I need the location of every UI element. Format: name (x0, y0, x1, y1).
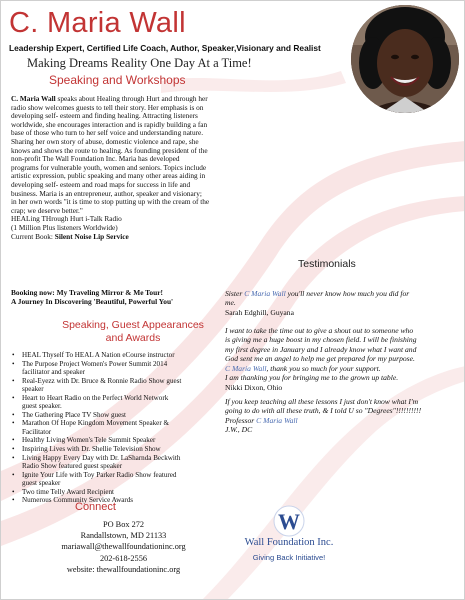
awards-title-line: and Awards (105, 331, 161, 344)
portrait-photo (351, 5, 459, 113)
list-item: • Marathon Of Hope Kingdom Movement Speaker & (9, 419, 239, 428)
phone-number: 202-618-2556 (99, 553, 147, 563)
highlighted-name: C Maria Wall (244, 289, 286, 298)
testimonial-author: Nikki Dixon, Ohio (225, 382, 283, 392)
bio-line: programs for vulnerable youth, women and seniors. Topics include (11, 162, 207, 172)
quote-text: my first degree in January and I already know what I want and (225, 344, 417, 354)
logo-tagline: Giving Back Initiative! (252, 553, 326, 562)
awards-title-line: Speaking, Guest Appearances (62, 319, 204, 331)
list-item: • Heart to Heart Radio on the Perfect World Network (9, 394, 239, 403)
bio-text (11, 95, 251, 241)
list-item-continuation: guest speaker. (22, 402, 62, 411)
bio-line: speaks about Healing through Hurt and through her (55, 94, 208, 103)
logo-name: Wall Foundation Inc. (244, 537, 334, 548)
list-item: • HEAL Thyself To HEAL A Nation eCourse instructor (9, 351, 239, 360)
list-item: • Inspiring Lives with Dr. Shellie Television Show (9, 445, 239, 454)
booking-line: Booking now: My Traveling Mirror & Me Tour! (11, 288, 163, 297)
bio-line: radio show welcomes guests to tell their story. Her emphasis is on (11, 102, 204, 112)
list-item: • Living Happy Every Day with Dr. LaSharnda Beckwith (9, 454, 239, 463)
quote-text: I am thanking you for bringing me to the grown up table. (225, 373, 399, 383)
booking-line: A Journey In Discovering 'Beautiful, Powerful You' (11, 297, 174, 307)
bio-line: developing self- esteem and road maps for success in life and (11, 179, 191, 189)
quote-text: God sent me an angel to help me get prepared for my purpose. (225, 354, 415, 364)
bio-line: worldwide, she encourages interaction and is rapidly building a fan (11, 119, 208, 129)
radio-listeners: (1 Million Plus listeners Worldwide) (11, 222, 118, 232)
awards-list (9, 351, 239, 505)
bio-line: Sharing her own story of abuse, domestic violence and rape, she (11, 136, 199, 146)
contact-info (21, 519, 226, 575)
list-item-continuation: Radio Show featured guest speaker (22, 462, 123, 471)
page-title: C. Maria Wall (9, 7, 186, 39)
bio-line: artistic expression, public speaking and many other areas aiding in (11, 171, 206, 181)
bio-line: business. Maria is an entrepreneur, author, speaker and visionary; (11, 188, 202, 198)
foundation-logo (239, 503, 339, 573)
bio-line: base of those who turn to her self voice and understanding nature. (11, 128, 204, 138)
testimonial-author: Sarah Edghill, Guyana (225, 307, 294, 317)
bio-line: developing self- esteem and finding healing. Attracting listeners (11, 111, 198, 121)
awards-section-title (33, 319, 233, 344)
list-item-continuation: speaker (22, 385, 44, 394)
list-item: • Healthy Living Women's Tele Summit Speaker (9, 436, 239, 445)
list-item-continuation: guest speaker (22, 479, 61, 488)
testimonial-author: J.W., DC (225, 425, 253, 435)
quote-text: is giving me a huge boost in my chosen field. I will be finishing (225, 335, 417, 345)
quote-text: If you keep teaching all these lessons I just don't know what I'm (225, 397, 419, 406)
list-item: • Numerous Community Service Awards (9, 496, 239, 505)
bio-name: C. Maria Wall (11, 94, 56, 103)
bio-line: in her own words "it is time to stop putting up with the cream of the (11, 197, 210, 207)
testimonial (225, 289, 460, 317)
header-subtitle: Leadership Expert, Certified Life Coach, Author, Speaker,Visionary and Realist (9, 43, 321, 53)
testimonial (225, 397, 460, 435)
quote-text: Professor (225, 415, 257, 425)
website-link[interactable]: website: thewallfoundationinc.org (66, 564, 181, 574)
list-item: • The Gathering Place TV Show guest (9, 411, 239, 420)
current-book-label: Current Book: (11, 231, 55, 241)
current-book-title: Silent Noise Lip Service (54, 231, 129, 241)
list-item: • Two time Telly Award Recipient (9, 488, 239, 497)
radio-show-name: HEALing THrough Hurt i-Talk Radio (11, 214, 122, 224)
list-item-continuation: facilitator and speaker (22, 368, 86, 377)
booking-info (11, 288, 251, 307)
quote-text: you'll never know how much you did for (285, 289, 410, 298)
highlighted-name: C Maria Wall (256, 415, 298, 425)
list-item-continuation: Facilitator (22, 427, 52, 436)
testimonials-section-title: Testimonials (298, 258, 356, 270)
tagline: Making Dreams Reality One Day At a Time! (27, 56, 252, 70)
bio-line: knows and shows the route to healing. As founding president of the (11, 145, 208, 155)
connect-section-title: Connect (75, 501, 116, 513)
quote-text: I want to take the time out to give a shout out to someone who (225, 326, 414, 335)
quote-text: , thank you so much for your support. (266, 363, 381, 373)
bio-line: crap; we deserve better." (11, 205, 83, 215)
quote-text: me. (225, 298, 236, 308)
list-item: • Ignite Your Life with Toy Parker Radio Show featured (9, 471, 239, 480)
quote-text: Sister (225, 289, 245, 298)
highlighted-name: C Maria Wall (225, 363, 267, 373)
list-item: • Real-Eyezz with Dr. Bruce & Ronnie Radio Show guest (9, 377, 239, 386)
quote-text: going to do with all these truth, & I told U so "Degrees"!!!!!!!!!! (225, 406, 422, 416)
logo-letter: W (278, 509, 300, 534)
email-link[interactable]: mariawall@thewallfoundationinc.org (61, 542, 186, 552)
list-item: • The Purpose Project Women's Power Summit 2014 (9, 360, 239, 369)
logo-emblem-icon (239, 503, 339, 539)
testimonial (225, 326, 460, 392)
speaking-section-title: Speaking and Workshops (49, 73, 186, 87)
bio-line: non-profit The Wall Foundation Inc. Maria has developed (11, 154, 180, 164)
po-box: PO Box 272 (102, 520, 145, 529)
city-address: Randallstown, MD 21133 (80, 531, 167, 541)
